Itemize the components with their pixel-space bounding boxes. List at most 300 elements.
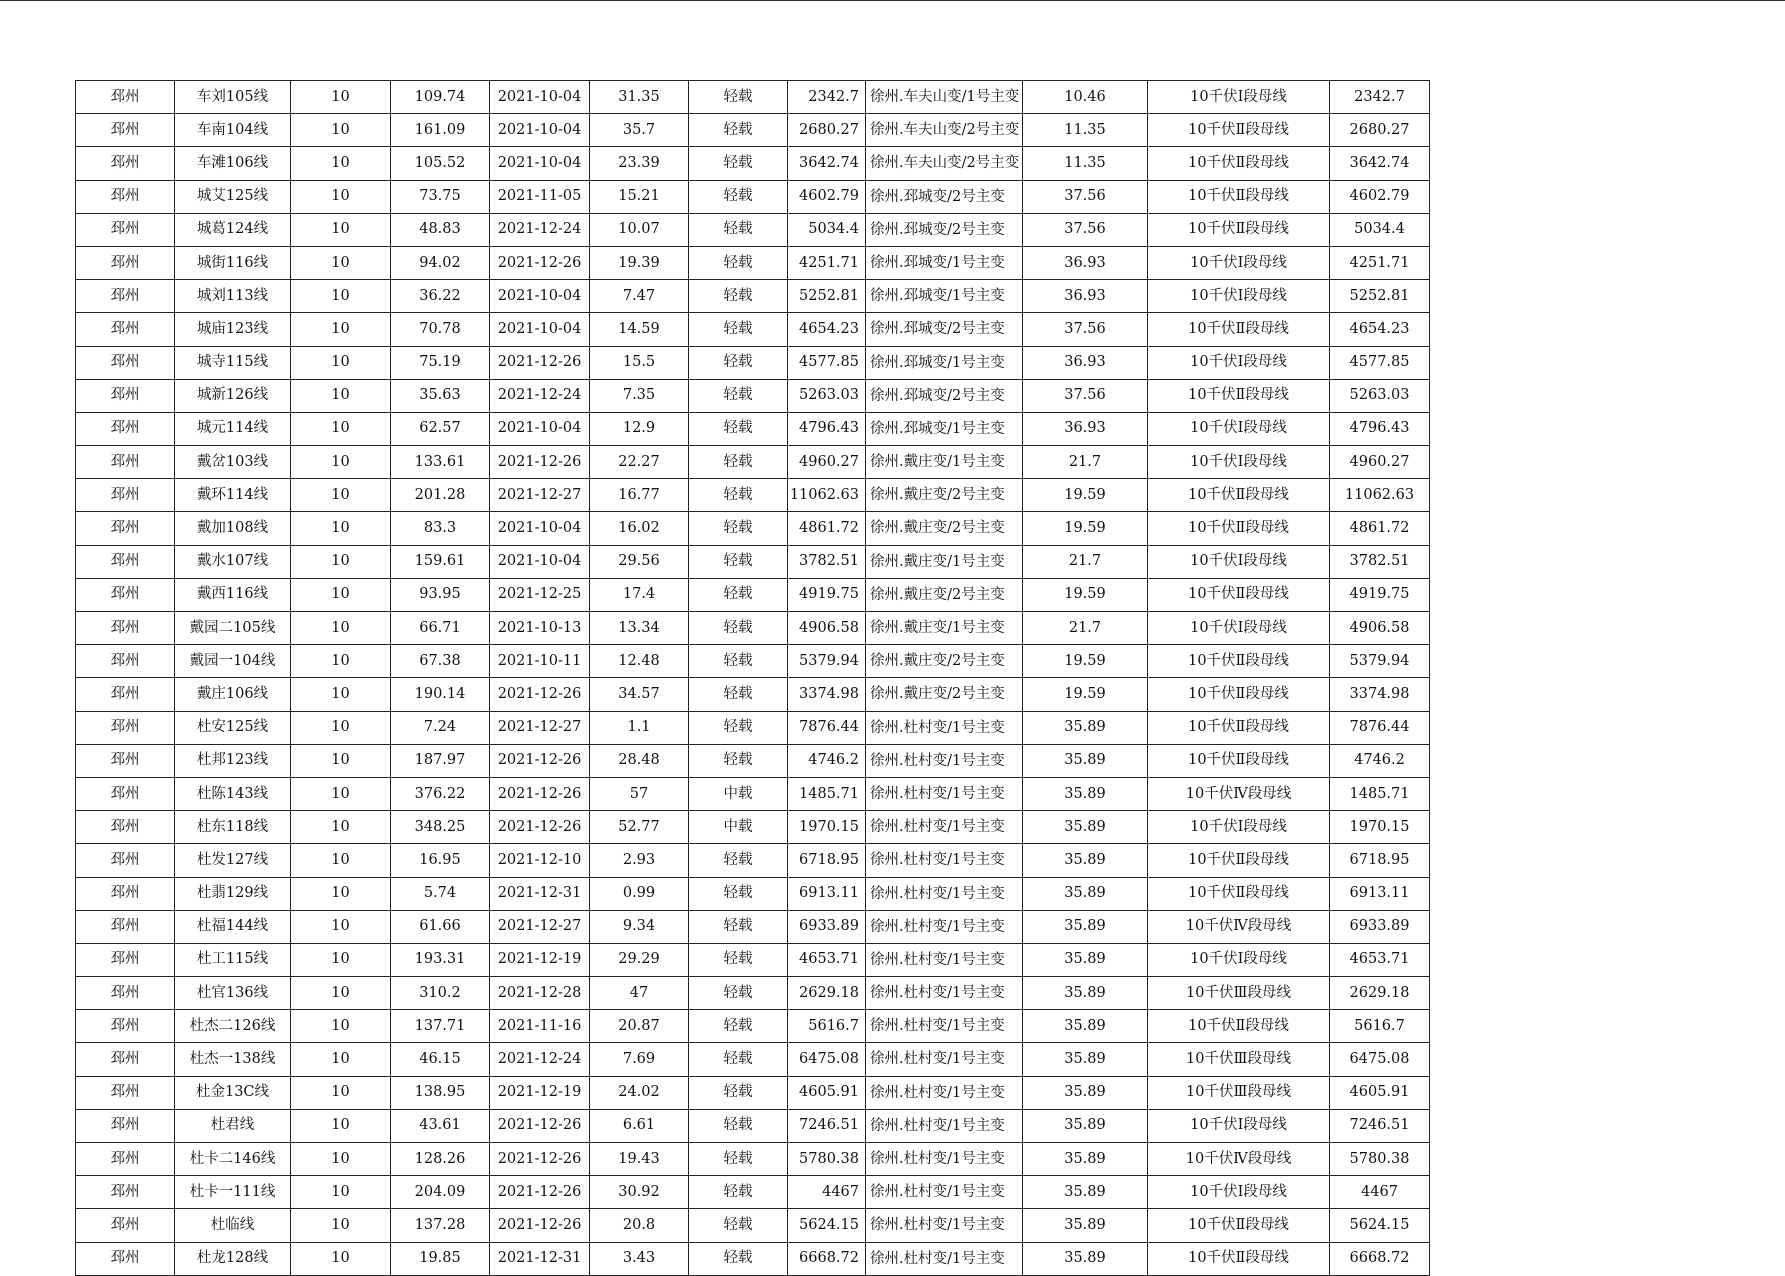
table-row (76, 1176, 1430, 1209)
open-capacity-cell: 4919.75 (1330, 578, 1430, 611)
busbar-cell: 10千伏Ⅱ段母线 (1148, 1010, 1330, 1043)
busbar-cell: 10千伏Ⅲ段母线 (1148, 1043, 1330, 1076)
feeder-name-cell: 杜邦123线 (175, 744, 291, 777)
table-row (76, 280, 1430, 313)
voltage-level-cell: 10 (291, 81, 391, 114)
busbar-cell: 10千伏Ⅱ段母线 (1148, 711, 1330, 744)
load-rate-cell: 7.69 (590, 1043, 689, 1076)
max-current-cell: 133.61 (391, 446, 490, 479)
available-capacity-cell: 4602.79 (788, 180, 866, 213)
load-rate-cell: 24.02 (590, 1076, 689, 1109)
date-cell: 2021-12-26 (490, 744, 590, 777)
open-capacity-cell: 4577.85 (1330, 346, 1430, 379)
table-row (76, 346, 1430, 379)
available-capacity-cell: 7246.51 (788, 1109, 866, 1142)
table-row (76, 777, 1430, 810)
voltage-level-cell: 10 (291, 811, 391, 844)
substation-transformer-cell: 徐州.车夫山变/1号主变 (866, 81, 1023, 114)
load-rate-cell: 20.87 (590, 1010, 689, 1043)
available-capacity-cell: 7876.44 (788, 711, 866, 744)
open-capacity-cell: 4605.91 (1330, 1076, 1430, 1109)
busbar-cell: 10千伏Ⅱ段母线 (1148, 844, 1330, 877)
max-current-cell: 94.02 (391, 246, 490, 279)
feeder-name-cell: 车刘105线 (175, 81, 291, 114)
load-status-cell: 轻载 (689, 512, 788, 545)
feeder-name-cell: 杜福144线 (175, 910, 291, 943)
table-row (76, 1043, 1430, 1076)
feeder-name-cell: 车南104线 (175, 114, 291, 147)
load-status-cell: 轻载 (689, 844, 788, 877)
county-cell: 邳州 (76, 545, 175, 578)
substation-transformer-cell: 徐州.杜村变/1号主变 (866, 1076, 1023, 1109)
load-rate-cell: 13.34 (590, 612, 689, 645)
transformer-load-rate-cell: 19.59 (1023, 645, 1148, 678)
open-capacity-cell: 4861.72 (1330, 512, 1430, 545)
max-current-cell: 138.95 (391, 1076, 490, 1109)
load-rate-cell: 7.35 (590, 379, 689, 412)
feeder-name-cell: 杜金13C线 (175, 1076, 291, 1109)
max-current-cell: 61.66 (391, 910, 490, 943)
busbar-cell: 10千伏Ⅰ段母线 (1148, 412, 1330, 445)
load-rate-cell: 20.8 (590, 1209, 689, 1242)
date-cell: 2021-12-24 (490, 213, 590, 246)
transformer-load-rate-cell: 19.59 (1023, 678, 1148, 711)
substation-transformer-cell: 徐州.杜村变/1号主变 (866, 943, 1023, 976)
substation-transformer-cell: 徐州.戴庄变/1号主变 (866, 612, 1023, 645)
load-rate-cell: 52.77 (590, 811, 689, 844)
available-capacity-cell: 2629.18 (788, 977, 866, 1010)
feeder-name-cell: 杜官136线 (175, 977, 291, 1010)
transformer-load-rate-cell: 36.93 (1023, 346, 1148, 379)
busbar-cell: 10千伏Ⅰ段母线 (1148, 1109, 1330, 1142)
feeder-name-cell: 戴园二105线 (175, 612, 291, 645)
load-rate-cell: 31.35 (590, 81, 689, 114)
transformer-load-rate-cell: 37.56 (1023, 213, 1148, 246)
busbar-cell: 10千伏Ⅰ段母线 (1148, 446, 1330, 479)
transformer-load-rate-cell: 35.89 (1023, 943, 1148, 976)
busbar-cell: 10千伏Ⅰ段母线 (1148, 81, 1330, 114)
voltage-level-cell: 10 (291, 1242, 391, 1275)
county-cell: 邳州 (76, 379, 175, 412)
busbar-cell: 10千伏Ⅱ段母线 (1148, 147, 1330, 180)
voltage-level-cell: 10 (291, 412, 391, 445)
load-rate-cell: 34.57 (590, 678, 689, 711)
date-cell: 2021-12-27 (490, 711, 590, 744)
table-row (76, 877, 1430, 910)
table-row (76, 246, 1430, 279)
table-row (76, 1242, 1430, 1275)
table-row (76, 81, 1430, 114)
load-rate-cell: 2.93 (590, 844, 689, 877)
feeder-name-cell: 城寺115线 (175, 346, 291, 379)
busbar-cell: 10千伏Ⅱ段母线 (1148, 213, 1330, 246)
load-status-cell: 轻载 (689, 1209, 788, 1242)
date-cell: 2021-11-16 (490, 1010, 590, 1043)
max-current-cell: 62.57 (391, 412, 490, 445)
available-capacity-cell: 5624.15 (788, 1209, 866, 1242)
load-rate-cell: 35.7 (590, 114, 689, 147)
open-capacity-cell: 4654.23 (1330, 313, 1430, 346)
feeder-name-cell: 杜翡129线 (175, 877, 291, 910)
max-current-cell: 137.28 (391, 1209, 490, 1242)
voltage-level-cell: 10 (291, 246, 391, 279)
open-capacity-cell: 5780.38 (1330, 1143, 1430, 1176)
date-cell: 2021-10-13 (490, 612, 590, 645)
busbar-cell: 10千伏Ⅱ段母线 (1148, 1209, 1330, 1242)
feeder-name-cell: 戴西116线 (175, 578, 291, 611)
load-status-cell: 轻载 (689, 545, 788, 578)
date-cell: 2021-12-26 (490, 678, 590, 711)
county-cell: 邳州 (76, 412, 175, 445)
open-capacity-cell: 4906.58 (1330, 612, 1430, 645)
max-current-cell: 16.95 (391, 844, 490, 877)
max-current-cell: 70.78 (391, 313, 490, 346)
feeder-name-cell: 戴园一104线 (175, 645, 291, 678)
feeder-name-cell: 城葛124线 (175, 213, 291, 246)
transformer-load-rate-cell: 35.89 (1023, 777, 1148, 810)
table-row (76, 1076, 1430, 1109)
max-current-cell: 376.22 (391, 777, 490, 810)
transformer-load-rate-cell: 35.89 (1023, 1109, 1148, 1142)
date-cell: 2021-12-27 (490, 910, 590, 943)
transformer-load-rate-cell: 37.56 (1023, 180, 1148, 213)
load-status-cell: 轻载 (689, 1242, 788, 1275)
busbar-cell: 10千伏Ⅱ段母线 (1148, 512, 1330, 545)
busbar-cell: 10千伏Ⅰ段母线 (1148, 811, 1330, 844)
feeder-name-cell: 杜君线 (175, 1109, 291, 1142)
load-status-cell: 中载 (689, 811, 788, 844)
table-row (76, 1109, 1430, 1142)
open-capacity-cell: 4602.79 (1330, 180, 1430, 213)
available-capacity-cell: 6933.89 (788, 910, 866, 943)
feeder-name-cell: 戴加108线 (175, 512, 291, 545)
table-row (76, 114, 1430, 147)
load-rate-cell: 47 (590, 977, 689, 1010)
max-current-cell: 159.61 (391, 545, 490, 578)
load-rate-cell: 16.02 (590, 512, 689, 545)
load-status-cell: 轻载 (689, 246, 788, 279)
date-cell: 2021-10-04 (490, 313, 590, 346)
voltage-level-cell: 10 (291, 578, 391, 611)
load-status-cell: 轻载 (689, 479, 788, 512)
substation-transformer-cell: 徐州.戴庄变/2号主变 (866, 645, 1023, 678)
voltage-level-cell: 10 (291, 678, 391, 711)
voltage-level-cell: 10 (291, 446, 391, 479)
date-cell: 2021-12-26 (490, 811, 590, 844)
busbar-cell: 10千伏Ⅱ段母线 (1148, 180, 1330, 213)
county-cell: 邳州 (76, 246, 175, 279)
open-capacity-cell: 3374.98 (1330, 678, 1430, 711)
load-status-cell: 轻载 (689, 744, 788, 777)
table-row (76, 180, 1430, 213)
load-status-cell: 轻载 (689, 678, 788, 711)
load-status-cell: 轻载 (689, 213, 788, 246)
table-row (76, 744, 1430, 777)
load-status-cell: 轻载 (689, 1109, 788, 1142)
table-row (76, 446, 1430, 479)
load-rate-cell: 1.1 (590, 711, 689, 744)
available-capacity-cell: 5263.03 (788, 379, 866, 412)
table-row (76, 412, 1430, 445)
voltage-level-cell: 10 (291, 313, 391, 346)
voltage-level-cell: 10 (291, 180, 391, 213)
voltage-level-cell: 10 (291, 1076, 391, 1109)
feeder-load-table (75, 80, 1430, 1276)
load-status-cell: 中载 (689, 777, 788, 810)
feeder-name-cell: 城新126线 (175, 379, 291, 412)
max-current-cell: 105.52 (391, 147, 490, 180)
table-row (76, 313, 1430, 346)
substation-transformer-cell: 徐州.杜村变/1号主变 (866, 777, 1023, 810)
load-rate-cell: 19.39 (590, 246, 689, 279)
date-cell: 2021-10-04 (490, 147, 590, 180)
county-cell: 邳州 (76, 512, 175, 545)
date-cell: 2021-12-27 (490, 479, 590, 512)
substation-transformer-cell: 徐州.杜村变/1号主变 (866, 844, 1023, 877)
substation-transformer-cell: 徐州.邳城变/2号主变 (866, 313, 1023, 346)
available-capacity-cell: 4653.71 (788, 943, 866, 976)
voltage-level-cell: 10 (291, 114, 391, 147)
available-capacity-cell: 5379.94 (788, 645, 866, 678)
transformer-load-rate-cell: 11.35 (1023, 114, 1148, 147)
busbar-cell: 10千伏Ⅱ段母线 (1148, 877, 1330, 910)
substation-transformer-cell: 徐州.杜村变/1号主变 (866, 877, 1023, 910)
table-row (76, 645, 1430, 678)
busbar-cell: 10千伏Ⅰ段母线 (1148, 246, 1330, 279)
county-cell: 邳州 (76, 1176, 175, 1209)
transformer-load-rate-cell: 35.89 (1023, 1043, 1148, 1076)
date-cell: 2021-12-28 (490, 977, 590, 1010)
transformer-load-rate-cell: 35.89 (1023, 744, 1148, 777)
transformer-load-rate-cell: 19.59 (1023, 578, 1148, 611)
substation-transformer-cell: 徐州.邳城变/1号主变 (866, 346, 1023, 379)
voltage-level-cell: 10 (291, 612, 391, 645)
transformer-load-rate-cell: 21.7 (1023, 545, 1148, 578)
open-capacity-cell: 5616.7 (1330, 1010, 1430, 1043)
county-cell: 邳州 (76, 744, 175, 777)
feeder-name-cell: 戴环114线 (175, 479, 291, 512)
transformer-load-rate-cell: 10.46 (1023, 81, 1148, 114)
load-status-cell: 轻载 (689, 446, 788, 479)
load-rate-cell: 28.48 (590, 744, 689, 777)
transformer-load-rate-cell: 35.89 (1023, 844, 1148, 877)
voltage-level-cell: 10 (291, 1143, 391, 1176)
load-status-cell: 轻载 (689, 943, 788, 976)
substation-transformer-cell: 徐州.邳城变/1号主变 (866, 246, 1023, 279)
load-status-cell: 轻载 (689, 412, 788, 445)
available-capacity-cell: 4654.23 (788, 313, 866, 346)
busbar-cell: 10千伏Ⅱ段母线 (1148, 379, 1330, 412)
available-capacity-cell: 2680.27 (788, 114, 866, 147)
load-rate-cell: 19.43 (590, 1143, 689, 1176)
date-cell: 2021-12-26 (490, 777, 590, 810)
county-cell: 邳州 (76, 1010, 175, 1043)
load-rate-cell: 30.92 (590, 1176, 689, 1209)
busbar-cell: 10千伏Ⅲ段母线 (1148, 1076, 1330, 1109)
county-cell: 邳州 (76, 147, 175, 180)
transformer-load-rate-cell: 36.93 (1023, 280, 1148, 313)
max-current-cell: 5.74 (391, 877, 490, 910)
open-capacity-cell: 3782.51 (1330, 545, 1430, 578)
load-status-cell: 轻载 (689, 711, 788, 744)
open-capacity-cell: 6913.11 (1330, 877, 1430, 910)
substation-transformer-cell: 徐州.邳城变/1号主变 (866, 280, 1023, 313)
table-row (76, 147, 1430, 180)
max-current-cell: 190.14 (391, 678, 490, 711)
substation-transformer-cell: 徐州.杜村变/1号主变 (866, 711, 1023, 744)
table-row (76, 943, 1430, 976)
load-status-cell: 轻载 (689, 313, 788, 346)
open-capacity-cell: 6668.72 (1330, 1242, 1430, 1275)
open-capacity-cell: 6475.08 (1330, 1043, 1430, 1076)
busbar-cell: 10千伏Ⅱ段母线 (1148, 479, 1330, 512)
load-rate-cell: 17.4 (590, 578, 689, 611)
busbar-cell: 10千伏Ⅱ段母线 (1148, 313, 1330, 346)
available-capacity-cell: 1970.15 (788, 811, 866, 844)
max-current-cell: 201.28 (391, 479, 490, 512)
load-status-cell: 轻载 (689, 180, 788, 213)
date-cell: 2021-10-11 (490, 645, 590, 678)
table-row (76, 1209, 1430, 1242)
max-current-cell: 48.83 (391, 213, 490, 246)
available-capacity-cell: 5034.4 (788, 213, 866, 246)
table-row (76, 977, 1430, 1010)
feeder-name-cell: 戴庄106线 (175, 678, 291, 711)
transformer-load-rate-cell: 35.89 (1023, 1242, 1148, 1275)
date-cell: 2021-12-26 (490, 346, 590, 379)
available-capacity-cell: 4467 (788, 1176, 866, 1209)
open-capacity-cell: 5379.94 (1330, 645, 1430, 678)
available-capacity-cell: 6718.95 (788, 844, 866, 877)
open-capacity-cell: 5624.15 (1330, 1209, 1430, 1242)
county-cell: 邳州 (76, 1109, 175, 1142)
voltage-level-cell: 10 (291, 1209, 391, 1242)
available-capacity-cell: 4746.2 (788, 744, 866, 777)
open-capacity-cell: 4960.27 (1330, 446, 1430, 479)
table-row (76, 1143, 1430, 1176)
available-capacity-cell: 4605.91 (788, 1076, 866, 1109)
voltage-level-cell: 10 (291, 479, 391, 512)
feeder-name-cell: 杜工115线 (175, 943, 291, 976)
open-capacity-cell: 2342.7 (1330, 81, 1430, 114)
transformer-load-rate-cell: 35.89 (1023, 977, 1148, 1010)
table-body (76, 81, 1430, 1276)
feeder-name-cell: 杜安125线 (175, 711, 291, 744)
available-capacity-cell: 3642.74 (788, 147, 866, 180)
max-current-cell: 93.95 (391, 578, 490, 611)
open-capacity-cell: 6718.95 (1330, 844, 1430, 877)
available-capacity-cell: 2342.7 (788, 81, 866, 114)
substation-transformer-cell: 徐州.邳城变/2号主变 (866, 180, 1023, 213)
substation-transformer-cell: 徐州.邳城变/2号主变 (866, 379, 1023, 412)
load-rate-cell: 29.29 (590, 943, 689, 976)
page-top-border (0, 0, 1785, 1)
table-row (76, 1010, 1430, 1043)
date-cell: 2021-12-24 (490, 1043, 590, 1076)
open-capacity-cell: 4467 (1330, 1176, 1430, 1209)
county-cell: 邳州 (76, 1076, 175, 1109)
date-cell: 2021-10-04 (490, 81, 590, 114)
substation-transformer-cell: 徐州.戴庄变/1号主变 (866, 545, 1023, 578)
transformer-load-rate-cell: 35.89 (1023, 1143, 1148, 1176)
county-cell: 邳州 (76, 180, 175, 213)
date-cell: 2021-10-04 (490, 114, 590, 147)
open-capacity-cell: 5034.4 (1330, 213, 1430, 246)
available-capacity-cell: 6668.72 (788, 1242, 866, 1275)
load-rate-cell: 15.21 (590, 180, 689, 213)
voltage-level-cell: 10 (291, 512, 391, 545)
open-capacity-cell: 1970.15 (1330, 811, 1430, 844)
load-status-cell: 轻载 (689, 280, 788, 313)
busbar-cell: 10千伏Ⅱ段母线 (1148, 114, 1330, 147)
voltage-level-cell: 10 (291, 943, 391, 976)
county-cell: 邳州 (76, 977, 175, 1010)
busbar-cell: 10千伏Ⅰ段母线 (1148, 612, 1330, 645)
table-row (76, 479, 1430, 512)
load-status-cell: 轻载 (689, 612, 788, 645)
substation-transformer-cell: 徐州.杜村变/1号主变 (866, 744, 1023, 777)
load-status-cell: 轻载 (689, 910, 788, 943)
open-capacity-cell: 4746.2 (1330, 744, 1430, 777)
table-row (76, 213, 1430, 246)
open-capacity-cell: 1485.71 (1330, 777, 1430, 810)
date-cell: 2021-12-26 (490, 446, 590, 479)
available-capacity-cell: 4906.58 (788, 612, 866, 645)
open-capacity-cell: 6933.89 (1330, 910, 1430, 943)
open-capacity-cell: 11062.63 (1330, 479, 1430, 512)
date-cell: 2021-12-26 (490, 1109, 590, 1142)
date-cell: 2021-10-04 (490, 545, 590, 578)
table-row (76, 910, 1430, 943)
available-capacity-cell: 3782.51 (788, 545, 866, 578)
county-cell: 邳州 (76, 213, 175, 246)
max-current-cell: 73.75 (391, 180, 490, 213)
county-cell: 邳州 (76, 1143, 175, 1176)
date-cell: 2021-10-04 (490, 412, 590, 445)
county-cell: 邳州 (76, 877, 175, 910)
available-capacity-cell: 6475.08 (788, 1043, 866, 1076)
load-rate-cell: 9.34 (590, 910, 689, 943)
load-status-cell: 轻载 (689, 578, 788, 611)
load-rate-cell: 6.61 (590, 1109, 689, 1142)
busbar-cell: 10千伏Ⅳ段母线 (1148, 777, 1330, 810)
voltage-level-cell: 10 (291, 877, 391, 910)
county-cell: 邳州 (76, 612, 175, 645)
transformer-load-rate-cell: 19.59 (1023, 512, 1148, 545)
available-capacity-cell: 6913.11 (788, 877, 866, 910)
busbar-cell: 10千伏Ⅰ段母线 (1148, 943, 1330, 976)
load-rate-cell: 0.99 (590, 877, 689, 910)
open-capacity-cell: 5263.03 (1330, 379, 1430, 412)
max-current-cell: 193.31 (391, 943, 490, 976)
max-current-cell: 46.15 (391, 1043, 490, 1076)
available-capacity-cell: 1485.71 (788, 777, 866, 810)
transformer-load-rate-cell: 35.89 (1023, 910, 1148, 943)
voltage-level-cell: 10 (291, 1010, 391, 1043)
max-current-cell: 75.19 (391, 346, 490, 379)
table-row (76, 844, 1430, 877)
max-current-cell: 187.97 (391, 744, 490, 777)
load-rate-cell: 23.39 (590, 147, 689, 180)
max-current-cell: 7.24 (391, 711, 490, 744)
load-status-cell: 轻载 (689, 1176, 788, 1209)
substation-transformer-cell: 徐州.杜村变/1号主变 (866, 977, 1023, 1010)
voltage-level-cell: 10 (291, 1109, 391, 1142)
max-current-cell: 109.74 (391, 81, 490, 114)
max-current-cell: 36.22 (391, 280, 490, 313)
feeder-name-cell: 城街116线 (175, 246, 291, 279)
county-cell: 邳州 (76, 711, 175, 744)
